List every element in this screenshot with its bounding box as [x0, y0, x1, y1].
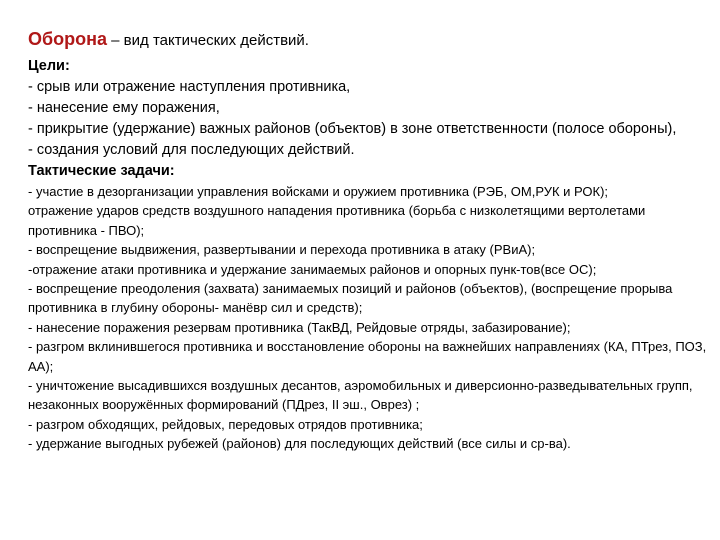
task-item: - участие в дезорганизации управления войсками и оружием противника (РЭБ, ОМ,РУК и РОК); [28, 184, 609, 199]
tasks-heading: Тактические задачи: [28, 163, 175, 179]
task-item: - разгром обходящих, рейдовых, передовых отрядов противника; [28, 416, 423, 432]
task-item: -отражение атаки противника и удержание занимаемых районов и опорных пунк-тов(все ОС); [28, 261, 597, 277]
goal-item: - срыв или отражение наступления противника, [28, 79, 351, 95]
goal-item: - прикрытие (удержание) важных районов (объектов) в зоне ответственности (полосе обороны), [28, 121, 677, 137]
task-item: - воспрещение выдвижения, развертывании и перехода противника в атаку (РВиА); [28, 242, 536, 258]
task-item: отражение ударов средств воздушного нападения противника (борьба с низколетящими вертолетами противника - ПВО); [28, 203, 646, 238]
slide-content [28, 26, 708, 454]
task-item: - нанесение поражения резервам противника (ТакВД, Рейдовые отряды, забазирование); [28, 319, 571, 335]
slide-title [28, 26, 708, 54]
task-item: - удержание выгодных рубежей (районов) для последующих действий (все силы и ср-ва). [28, 436, 571, 452]
goals-heading: Цели: [28, 58, 70, 74]
task-item: - уничтожение высадившихся воздушных десантов, аэромобильных и диверсионно-разведывательных групп, незаконных вооружённых формирований (ПДрез, II эш., Оврез) ; [28, 378, 693, 413]
goal-item: - создания условий для последующих действий. [28, 142, 355, 158]
tasks-list [28, 182, 708, 454]
goals-list [28, 77, 708, 161]
title-term: Оборона [28, 29, 107, 49]
title-definition: – вид тактических действий. [107, 32, 309, 49]
goal-item: - нанесение ему поражения, [28, 100, 220, 116]
task-item: - воспрещение преодоления (захвата) занимаемых позиций и районов (объектов), (воспрещение прорыва противника в глубину обороны- манёвр сил и средств); [28, 281, 673, 316]
task-item: - разгром вклинившегося противника и восстановление обороны на важнейших направлениях (КА, ПТрез, ПОЗ, АА); [28, 339, 707, 374]
